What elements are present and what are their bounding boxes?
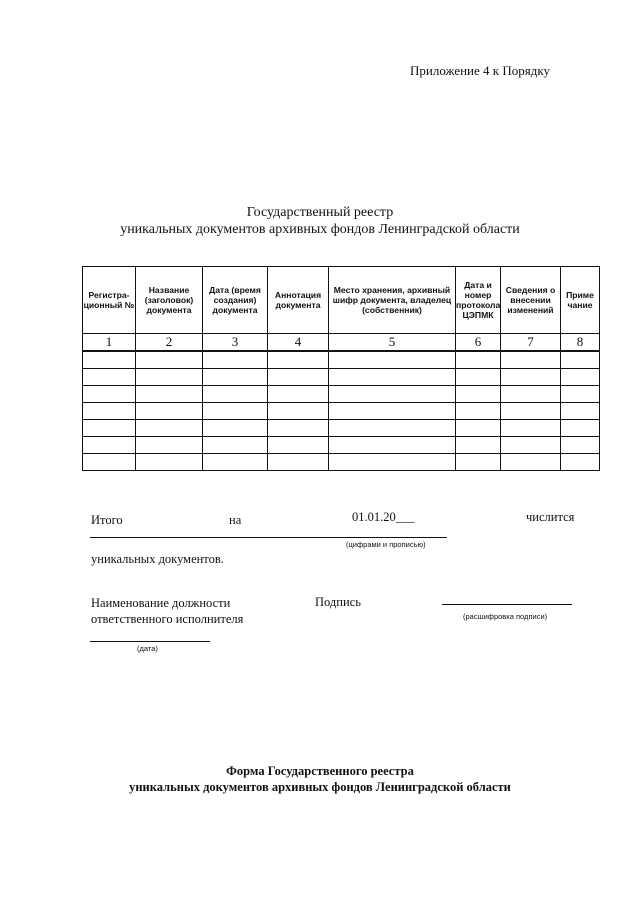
table-cell (456, 437, 501, 454)
table-cell (203, 369, 268, 386)
table-cell (329, 369, 456, 386)
table-cell (329, 351, 456, 369)
table-row (83, 403, 600, 420)
table-cell (501, 403, 561, 420)
table-cell (83, 437, 136, 454)
table-cell (83, 351, 136, 369)
table-row (83, 437, 600, 454)
table-cell (83, 454, 136, 471)
table-cell (83, 386, 136, 403)
table-number-row (83, 334, 600, 352)
table-row (83, 369, 600, 386)
table-cell (456, 369, 501, 386)
table-cell (268, 386, 329, 403)
table-cell (561, 454, 600, 471)
column-number: 3 (203, 334, 268, 352)
table-row (83, 351, 600, 369)
table-row (83, 386, 600, 403)
table-cell (203, 403, 268, 420)
count-underline (90, 537, 447, 538)
document-title-line2: уникальных документов архивных фондов Ленинградской области (120, 222, 520, 237)
date-underline (90, 641, 210, 642)
table-cell (456, 454, 501, 471)
date-field: 01.01.20___ (352, 510, 415, 524)
column-number: 5 (329, 334, 456, 352)
chislitsya-label: числится (526, 510, 575, 524)
signature-label: Подпись (315, 595, 361, 609)
table-cell (268, 454, 329, 471)
column-header-note: Приме чание (561, 267, 600, 334)
document-title-line1: Государственный реестр (246, 205, 394, 220)
table-cell (561, 351, 600, 369)
table-cell (268, 369, 329, 386)
column-number: 6 (456, 334, 501, 352)
table-cell (501, 437, 561, 454)
table-cell (561, 420, 600, 437)
column-header-date: Дата (время создания) документа (203, 267, 268, 334)
table-cell (329, 454, 456, 471)
table-cell (456, 420, 501, 437)
table-header-row (83, 267, 600, 334)
appendix-label: Приложение 4 к Порядку (410, 63, 550, 78)
table-cell (501, 351, 561, 369)
registry-table (82, 266, 600, 471)
table-cell (136, 386, 203, 403)
decode-hint: (расшифровка подписи) (463, 612, 548, 621)
itogo-label: Итого (91, 513, 123, 527)
table-cell (268, 403, 329, 420)
table-cell (501, 386, 561, 403)
table-cell (136, 437, 203, 454)
position-label-line2: ответственного исполнителя (91, 612, 244, 626)
column-number: 1 (83, 334, 136, 352)
table-cell (136, 454, 203, 471)
table-row (83, 454, 600, 471)
date-hint: (дата) (137, 644, 158, 653)
column-number: 8 (561, 334, 600, 352)
column-header-annotation: Аннотация документа (268, 267, 329, 334)
table-cell (268, 420, 329, 437)
column-number: 7 (501, 334, 561, 352)
table-cell (561, 437, 600, 454)
table-cell (268, 437, 329, 454)
column-header-changes: Сведения о внесении изменений (501, 267, 561, 334)
table-cell (203, 437, 268, 454)
table-cell (561, 403, 600, 420)
column-header-reg-number: Регистра-ционный № (83, 267, 136, 334)
table-cell (501, 454, 561, 471)
table-cell (203, 351, 268, 369)
column-header-title: Название (заголовок) документа (136, 267, 203, 334)
table-cell (329, 420, 456, 437)
column-number: 4 (268, 334, 329, 352)
table-cell (561, 386, 600, 403)
table-cell (456, 386, 501, 403)
column-header-storage: Место хранения, архивный шифр документа, владелец (собственник) (329, 267, 456, 334)
table-cell (501, 420, 561, 437)
table-cell (136, 403, 203, 420)
table-cell (329, 403, 456, 420)
table-cell (203, 386, 268, 403)
decode-underline (442, 604, 572, 605)
footer-title-line1: Форма Государственного реестра (226, 764, 414, 778)
position-label-line1: Наименование должности (91, 596, 231, 610)
na-label: на (229, 513, 242, 527)
footer-title-line2: уникальных документов архивных фондов Ленинградской области (129, 780, 511, 794)
numbers-hint: (цифрами и прописью) (346, 540, 426, 549)
table-cell (456, 351, 501, 369)
unique-docs-label: уникальных документов. (91, 552, 224, 566)
column-number: 2 (136, 334, 203, 352)
table-cell (561, 369, 600, 386)
table-cell (83, 420, 136, 437)
table-cell (83, 369, 136, 386)
table-cell (136, 351, 203, 369)
table-row (83, 420, 600, 437)
table-cell (329, 437, 456, 454)
table-cell (456, 403, 501, 420)
table-cell (136, 369, 203, 386)
table-cell (203, 420, 268, 437)
table-cell (501, 369, 561, 386)
table-cell (83, 403, 136, 420)
table-cell (136, 420, 203, 437)
table-cell (329, 386, 456, 403)
column-header-protocol: Дата и номер протокола ЦЭПМК (456, 267, 501, 334)
table-cell (203, 454, 268, 471)
table-cell (268, 351, 329, 369)
